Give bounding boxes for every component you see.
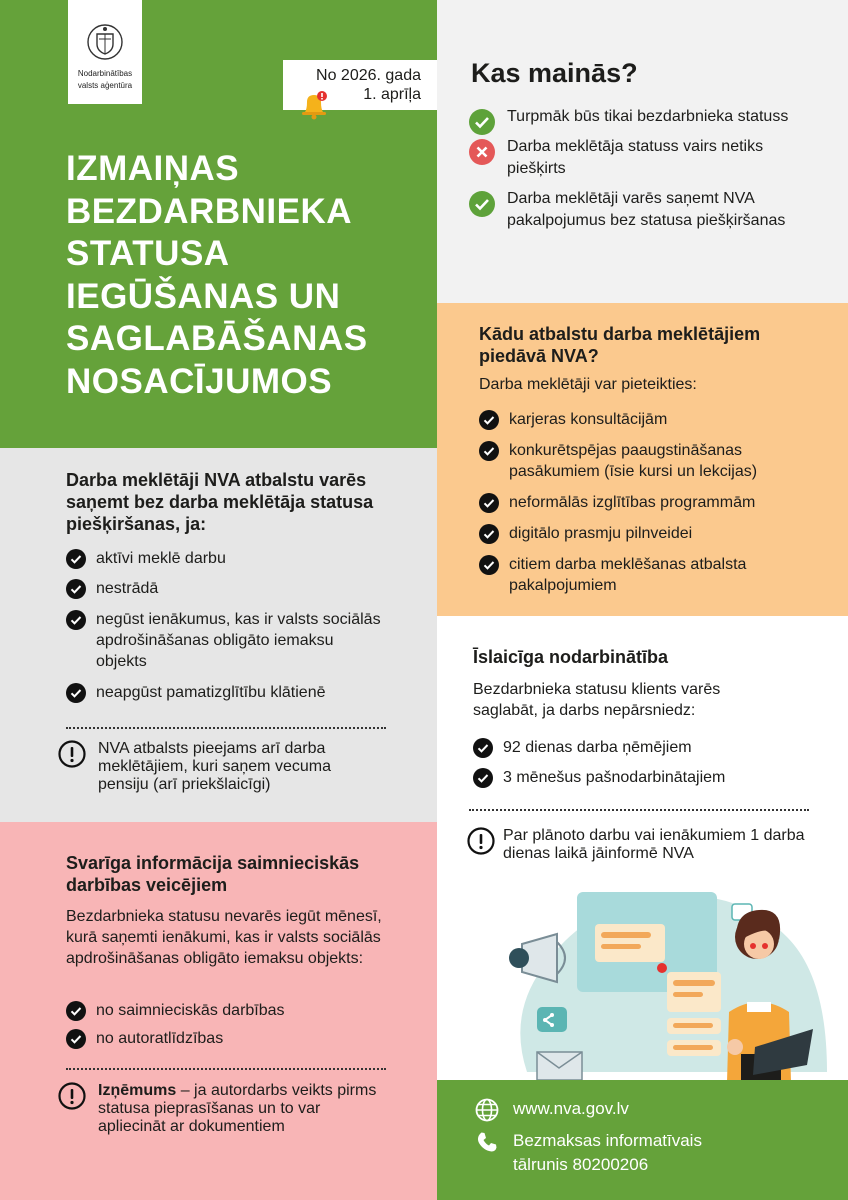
- list-item-text: Darba meklētāja statuss vairs netiks piešķirts: [507, 138, 764, 177]
- list-item-text: citiem darba meklēšanas atbalsta pakalpojumiem: [509, 556, 747, 594]
- exception-label: Izņēmums: [98, 1082, 177, 1099]
- list-item: [479, 440, 819, 482]
- temporary-employment-text: Bezdarbnieka statusu klients varēs saglabāt, ja darbs nepārsniedz:: [473, 681, 721, 719]
- check-circle-icon: [473, 768, 493, 788]
- website-row: [475, 1097, 629, 1122]
- list-item-text: nestrādā: [96, 580, 159, 597]
- check-circle-icon: [66, 683, 86, 703]
- check-circle-icon: [473, 738, 493, 758]
- list-item-text: aktīvi meklē darbu: [96, 550, 226, 567]
- divider: [469, 809, 809, 811]
- divider: [66, 1068, 386, 1070]
- pension-note: [58, 740, 378, 794]
- check-circle-icon: [469, 109, 495, 135]
- logo-text-line2: valsts aģentūra: [77, 81, 133, 90]
- check-circle-icon: [469, 191, 495, 217]
- temporary-employment-panel: [437, 616, 848, 1080]
- phone-label: Bezmaksas informatīvais: [513, 1131, 702, 1150]
- list-item-text: konkurētspējas paaugstināšanas pasākumiem (īsie kursi un lekcijas): [509, 442, 758, 480]
- hero-title-line: NOSACĪJUMOS: [66, 361, 333, 401]
- list-item-text: neformālās izglītības programmām: [509, 494, 756, 511]
- support-panel: [437, 303, 848, 616]
- list-item: [66, 1000, 386, 1021]
- logo: [68, 0, 142, 104]
- temporary-employment-list: [473, 737, 813, 788]
- cross-circle-icon: [469, 139, 495, 165]
- list-item: [66, 682, 386, 703]
- business-title: Svarīga informācija saimnieciskās darbības veicējiem: [66, 853, 360, 895]
- temporary-employment-note-text: Par plānoto darbu vai ienākumiem 1 darba dienas laikā jāinformē NVA: [503, 827, 805, 862]
- job-seekers-title: Darba meklētāji NVA atbalstu varēs saņemt bez darba meklētāja statusa piešķiršanas, ja:: [66, 470, 374, 534]
- pension-note-text: NVA atbalsts pieejams arī darba meklētājiem, kuri saņem vecuma pensiju (arī priekšlaicīgi): [98, 740, 331, 793]
- list-item: [479, 523, 819, 544]
- exception-text: – ja autordarbs veikts pirms statusa pieprasīšanas un to var apliecināt ar dokumentiem: [98, 1082, 377, 1135]
- list-item-text: 3 mēnešus pašnodarbinātajiem: [503, 769, 726, 786]
- list-item: [66, 1028, 386, 1049]
- list-item: [469, 106, 789, 128]
- business-text: Bezdarbnieka statusu nevarēs iegūt mēnesī, kurā saņemti ienākumi, kas ir valsts sociālās apdrošināšanas obligāto iemaksu objekts:: [66, 908, 382, 967]
- list-item-text: no autoratlīdzības: [96, 1030, 224, 1047]
- support-title: Kādu atbalstu darba meklētājiem piedāvā NVA?: [479, 324, 761, 366]
- hero-title-line: IEGŪŠANAS UN: [66, 276, 341, 316]
- hero-title-line: STATUSA: [66, 234, 230, 273]
- job-seekers-list: [66, 548, 386, 703]
- check-circle-icon: [479, 555, 499, 575]
- contact-footer: [437, 1080, 848, 1200]
- business-panel: [0, 822, 437, 1200]
- globe-icon: [475, 1098, 499, 1122]
- hero-title: [66, 148, 416, 403]
- check-circle-icon: [479, 441, 499, 461]
- list-item: [66, 548, 386, 569]
- coat-of-arms-icon: [85, 22, 125, 62]
- phone-number[interactable]: tālrunis 80200206: [513, 1155, 649, 1174]
- job-seekers-panel: [0, 448, 437, 822]
- hero-panel: [0, 0, 437, 448]
- check-circle-icon: [479, 410, 499, 430]
- list-item: [469, 188, 789, 232]
- hero-title-line: SAGLABĀŠANAS: [66, 319, 368, 358]
- list-item: [479, 554, 819, 596]
- list-item: [66, 578, 386, 599]
- bell-icon: [297, 88, 331, 122]
- list-item: [469, 136, 789, 180]
- temporary-employment-title: Īslaicīga nodarbinātība: [473, 647, 669, 667]
- business-list: [66, 1000, 386, 1049]
- list-item-text: digitālo prasmju pilnveidei: [509, 525, 693, 542]
- phone-icon: [475, 1130, 499, 1154]
- list-item: [473, 767, 813, 788]
- list-item-text: negūst ienākumus, kas ir valsts sociālās apdrošināšanas obligāto iemaksu objekts: [96, 611, 381, 670]
- changes-panel: [437, 0, 848, 303]
- divider: [66, 727, 386, 729]
- check-circle-icon: [66, 579, 86, 599]
- list-item-text: 92 dienas darba ņēmējiem: [503, 739, 692, 756]
- temporary-employment-note: [467, 827, 812, 863]
- date-line1: No 2026. gada: [316, 67, 421, 84]
- check-circle-icon: [479, 493, 499, 513]
- list-item-text: Turpmāk būs tikai bezdarbnieka statuss: [507, 108, 789, 125]
- phone-row: [475, 1129, 702, 1177]
- list-item-text: no saimnieciskās darbības: [96, 1002, 285, 1019]
- list-item: [473, 737, 813, 758]
- job-search-illustration: [497, 882, 837, 1080]
- check-circle-icon: [66, 610, 86, 630]
- hero-title-line: BEZDARBNIEKA: [66, 191, 352, 231]
- list-item: [479, 409, 819, 430]
- support-intro: Darba meklētāji var pieteikties:: [479, 376, 697, 393]
- list-item-text: karjeras konsultācijām: [509, 411, 668, 428]
- list-item: [479, 492, 819, 513]
- hero-title-line: IZMAIŅAS: [66, 149, 240, 188]
- support-list: [479, 409, 819, 596]
- exclamation-circle-icon: [58, 740, 86, 768]
- check-circle-icon: [66, 1001, 86, 1021]
- list-item: [66, 609, 386, 672]
- date-line2: 1. aprīļa: [363, 86, 421, 103]
- check-circle-icon: [479, 524, 499, 544]
- changes-list: [469, 106, 789, 232]
- phone-text: [513, 1129, 702, 1177]
- check-circle-icon: [66, 1029, 86, 1049]
- exception-note: [58, 1082, 378, 1136]
- exclamation-circle-icon: [58, 1082, 86, 1110]
- list-item-text: neapgūst pamatizglītību klātienē: [96, 684, 326, 701]
- website-link[interactable]: www.nva.gov.lv: [513, 1099, 629, 1118]
- exclamation-circle-icon: [467, 827, 495, 855]
- list-item-text: Darba meklētāji varēs saņemt NVA pakalpojumus bez statusa piešķiršanas: [507, 190, 786, 229]
- changes-title: Kas mainās?: [471, 58, 638, 88]
- logo-text-line1: Nodarbinātības: [77, 69, 133, 78]
- check-circle-icon: [66, 549, 86, 569]
